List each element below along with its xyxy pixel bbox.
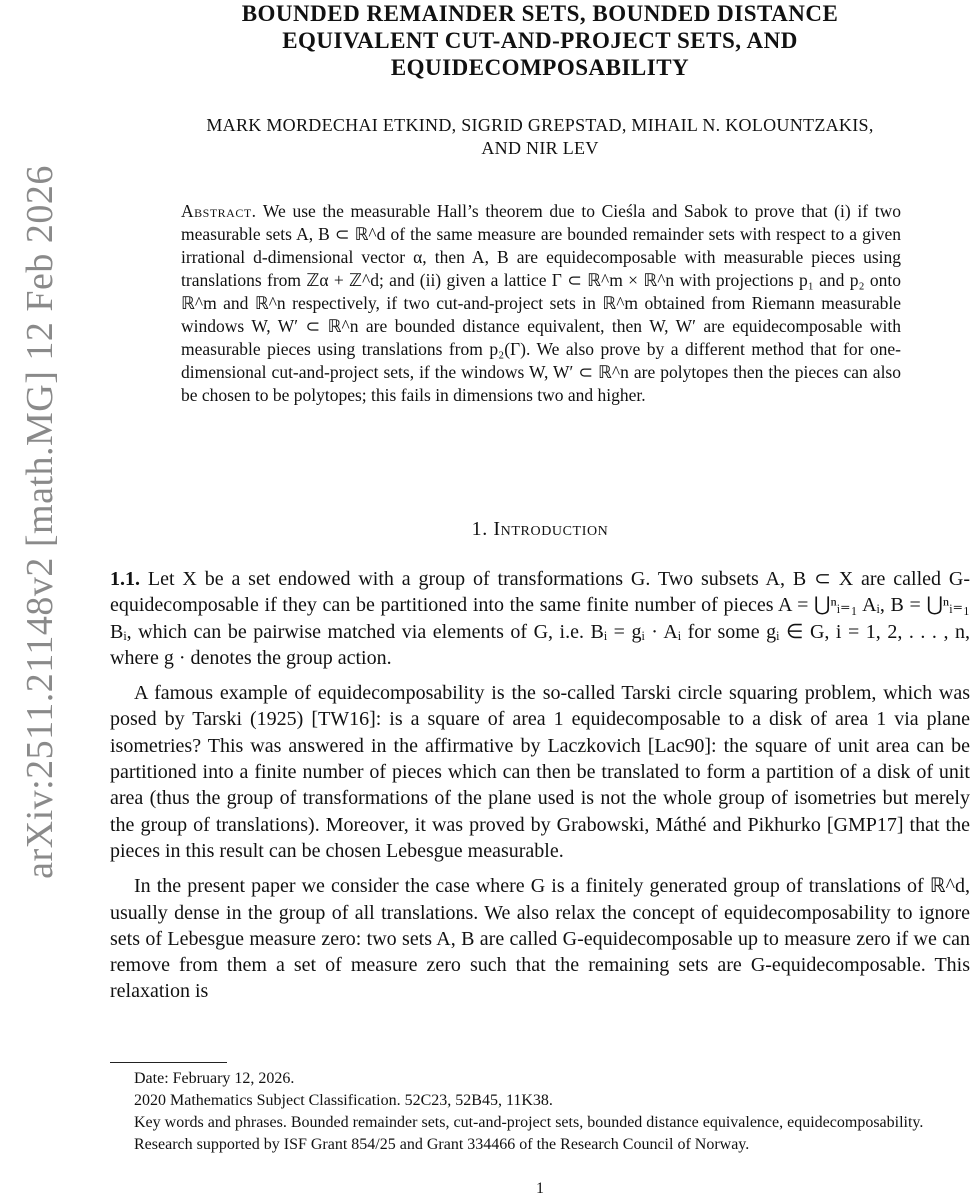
paragraph-1 <box>110 566 970 671</box>
footnote-keywords: Key words and phrases. Bounded remainder sets, cut-and-project sets, bounded distance equivalence, equidecomposability. <box>134 1114 924 1131</box>
paragraph-3: In the present paper we consider the case where G is a finitely generated group of translations of ℝ^d, usually dense in the group of all translations. We also relax the concept of equidecomposability to ignore sets of Lebesgue measure zero: two sets A, B are called G-equidecomposable up to measure zero if we can remove from them a set of measure zero such that the remaining sets are G-equidecomposable. This relaxation is <box>110 875 970 1003</box>
paragraph-1-text: Let X be a set endowed with a group of transformations G. Two subsets A, B ⊂ X are called G-equidecomposable if they can be partitioned into the same finite number of pieces A = ⋃ⁿᵢ₌₁ Aᵢ, B = ⋃ⁿᵢ₌₁ Bᵢ, which can be pairwise matched via elements of G, i.e. Bᵢ = gᵢ · Aᵢ for some gᵢ ∈ G, i = 1, 2, . . . , n, where g · denotes the group action. <box>110 568 970 669</box>
section-number: 1. <box>471 518 488 540</box>
title-line-3: EQUIDECOMPOSABILITY <box>390 55 690 80</box>
abstract-text: We use the measurable Hall’s theorem due to Cieśla and Sabok to prove that (i) if two measurable sets A, B ⊂ ℝ^d of the same measure are bounded remainder sets with respect to a given irrational d-dimensional vector α, then A, B are equidecomposable with measurable pieces using translations from ℤα + ℤ^d; and (ii) given a lattice Γ ⊂ ℝ^m × ℝ^n with projections p₁ and p₂ onto ℝ^m and ℝ^n respectively, if two cut-and-project sets in ℝ^m obtained from Riemann measurable windows W, W′ ⊂ ℝ^n are bounded distance equivalent, then W, W′ are equidecomposable with measurable pieces using translations from p₂(Γ). We also prove by a different method that for one-dimensional cut-and-project sets, if the windows W, W′ ⊂ ℝ^n are polytopes then the pieces can also be chosen to be polytopes; this fails in dimensions two and higher. <box>181 201 901 405</box>
author-list <box>110 114 970 160</box>
section-title: Introduction <box>493 518 609 540</box>
subsection-label: 1.1. <box>110 568 140 590</box>
page-number: 1 <box>536 1180 544 1197</box>
footnote-msc: 2020 Mathematics Subject Classification. 52C23, 52B45, 11K38. <box>134 1092 553 1109</box>
title-line-2: EQUIVALENT CUT-AND-PROJECT SETS, AND <box>282 28 798 53</box>
footnote-funding: Research supported by ISF Grant 854/25 and Grant 334466 of the Research Council of Norway. <box>134 1136 750 1153</box>
arxiv-identifier-stamp: arXiv:2511.21148v2 [math.MG] 12 Feb 2026 <box>19 165 61 879</box>
abstract-label: Abstract. <box>181 201 257 221</box>
section-heading <box>110 518 970 541</box>
authors-line-2: AND NIR LEV <box>481 138 599 158</box>
footnote-rule <box>110 1062 227 1063</box>
paragraph-2: A famous example of equidecomposability is the so-called Tarski circle squaring problem, which was posed by Tarski (1925) [TW16]: is a square of area 1 equidecomposable to a disk of area 1 via plane isometries? This was answered in the affirmative by Laczkovich [Lac90]: the square of unit area can be partitioned into a finite number of pieces which can then be translated to form a partition of a disk of unit area (thus the group of transformations of the plane used is not the whole group of isometries but merely the group of translations). Moreover, it was proved by Grabowski, Máthé and Pikhurko [GMP17] that the pieces in this result can be chosen Lebesgue measurable. <box>110 682 970 862</box>
body-text <box>110 566 970 1014</box>
footnote-date: Date: February 12, 2026. <box>134 1070 295 1087</box>
title-line-1: BOUNDED REMAINDER SETS, BOUNDED DISTANCE <box>241 1 839 26</box>
footnotes <box>110 1068 970 1156</box>
abstract <box>181 200 901 407</box>
paper-title <box>110 0 970 81</box>
authors-line-1: MARK MORDECHAI ETKIND, SIGRID GREPSTAD, MIHAIL N. KOLOUNTZAKIS, <box>206 115 874 135</box>
